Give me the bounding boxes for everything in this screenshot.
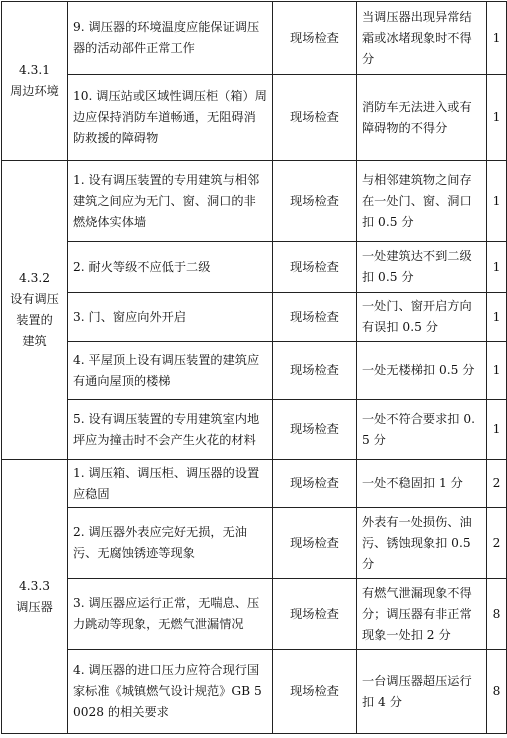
requirement-cell: 1. 调压箱、调压柜、调压器的设置应稳固	[68, 460, 273, 508]
requirement-cell: 4. 调压器的进口压力应符合现行国家标准《城镇燃气设计规范》GB 50028 的相关要求	[68, 650, 273, 734]
table-row	[2, 242, 507, 293]
inspection-table	[1, 1, 507, 734]
section-label: 4.3.1 周边环境	[2, 2, 68, 161]
table-row	[2, 508, 507, 579]
criteria-cell: 一处建筑达不到二级扣 0.5 分	[357, 242, 487, 293]
criteria-cell: 一处不稳固扣 1 分	[357, 460, 487, 508]
criteria-cell: 外表有一处损伤、油污、锈蚀现象扣 0.5 分	[357, 508, 487, 579]
score-cell: 8	[487, 579, 507, 650]
table-row	[2, 579, 507, 650]
requirement-cell: 2. 耐火等级不应低于二级	[68, 242, 273, 293]
score-cell: 1	[487, 293, 507, 342]
method-cell: 现场检查	[273, 400, 357, 460]
method-cell: 现场检查	[273, 2, 357, 75]
method-cell: 现场检查	[273, 293, 357, 342]
criteria-cell: 一处无楼梯扣 0.5 分	[357, 342, 487, 400]
requirement-cell: 1. 设有调压装置的专用建筑与相邻建筑之间应为无门、窗、洞口的非燃烧体实体墙	[68, 161, 273, 242]
method-cell: 现场检查	[273, 75, 357, 161]
method-cell: 现场检查	[273, 650, 357, 734]
requirement-cell: 2. 调压器外表应完好无损，无油污、无腐蚀锈迹等现象	[68, 508, 273, 579]
requirement-cell: 9. 调压器的环境温度应能保证调压器的活动部件正常工作	[68, 2, 273, 75]
score-cell: 1	[487, 2, 507, 75]
requirement-cell: 10. 调压站或区域性调压柜（箱）周边应保持消防车道畅通，无阻碍消防救援的障碍物	[68, 75, 273, 161]
requirement-cell: 3. 门、窗应向外开启	[68, 293, 273, 342]
criteria-cell: 消防车无法进入或有障碍物的不得分	[357, 75, 487, 161]
method-cell: 现场检查	[273, 579, 357, 650]
score-cell: 2	[487, 508, 507, 579]
criteria-cell: 一台调压器超压运行扣 4 分	[357, 650, 487, 734]
method-cell: 现场检查	[273, 508, 357, 579]
method-cell: 现场检查	[273, 460, 357, 508]
section-label: 4.3.2 设有调压 装置的 建筑	[2, 161, 68, 460]
table-row	[2, 400, 507, 460]
criteria-cell: 一处不符合要求扣 0.5 分	[357, 400, 487, 460]
score-cell: 1	[487, 342, 507, 400]
score-cell: 1	[487, 400, 507, 460]
table-row	[2, 2, 507, 75]
requirement-cell: 5. 设有调压装置的专用建筑室内地坪应为撞击时不会产生火花的材料	[68, 400, 273, 460]
table-row	[2, 460, 507, 508]
table-row	[2, 161, 507, 242]
requirement-cell: 4. 平屋顶上设有调压装置的建筑应有通向屋顶的楼梯	[68, 342, 273, 400]
score-cell: 2	[487, 460, 507, 508]
score-cell: 1	[487, 242, 507, 293]
table-row	[2, 650, 507, 734]
table-row	[2, 293, 507, 342]
method-cell: 现场检查	[273, 342, 357, 400]
method-cell: 现场检查	[273, 161, 357, 242]
criteria-cell: 与相邻建筑物之间存在一处门、窗、洞口扣 0.5 分	[357, 161, 487, 242]
criteria-cell: 当调压器出现异常结霜或冰堵现象时不得分	[357, 2, 487, 75]
method-cell: 现场检查	[273, 242, 357, 293]
criteria-cell: 有燃气泄漏现象不得分；调压器有非正常现象一处扣 2 分	[357, 579, 487, 650]
criteria-cell: 一处门、窗开启方向有误扣 0.5 分	[357, 293, 487, 342]
score-cell: 1	[487, 161, 507, 242]
requirement-cell: 3. 调压器应运行正常，无喘息、压力跳动等现象，无燃气泄漏情况	[68, 579, 273, 650]
table-row	[2, 75, 507, 161]
table-row	[2, 342, 507, 400]
score-cell: 8	[487, 650, 507, 734]
score-cell: 1	[487, 75, 507, 161]
section-label: 4.3.3 调压器	[2, 460, 68, 734]
